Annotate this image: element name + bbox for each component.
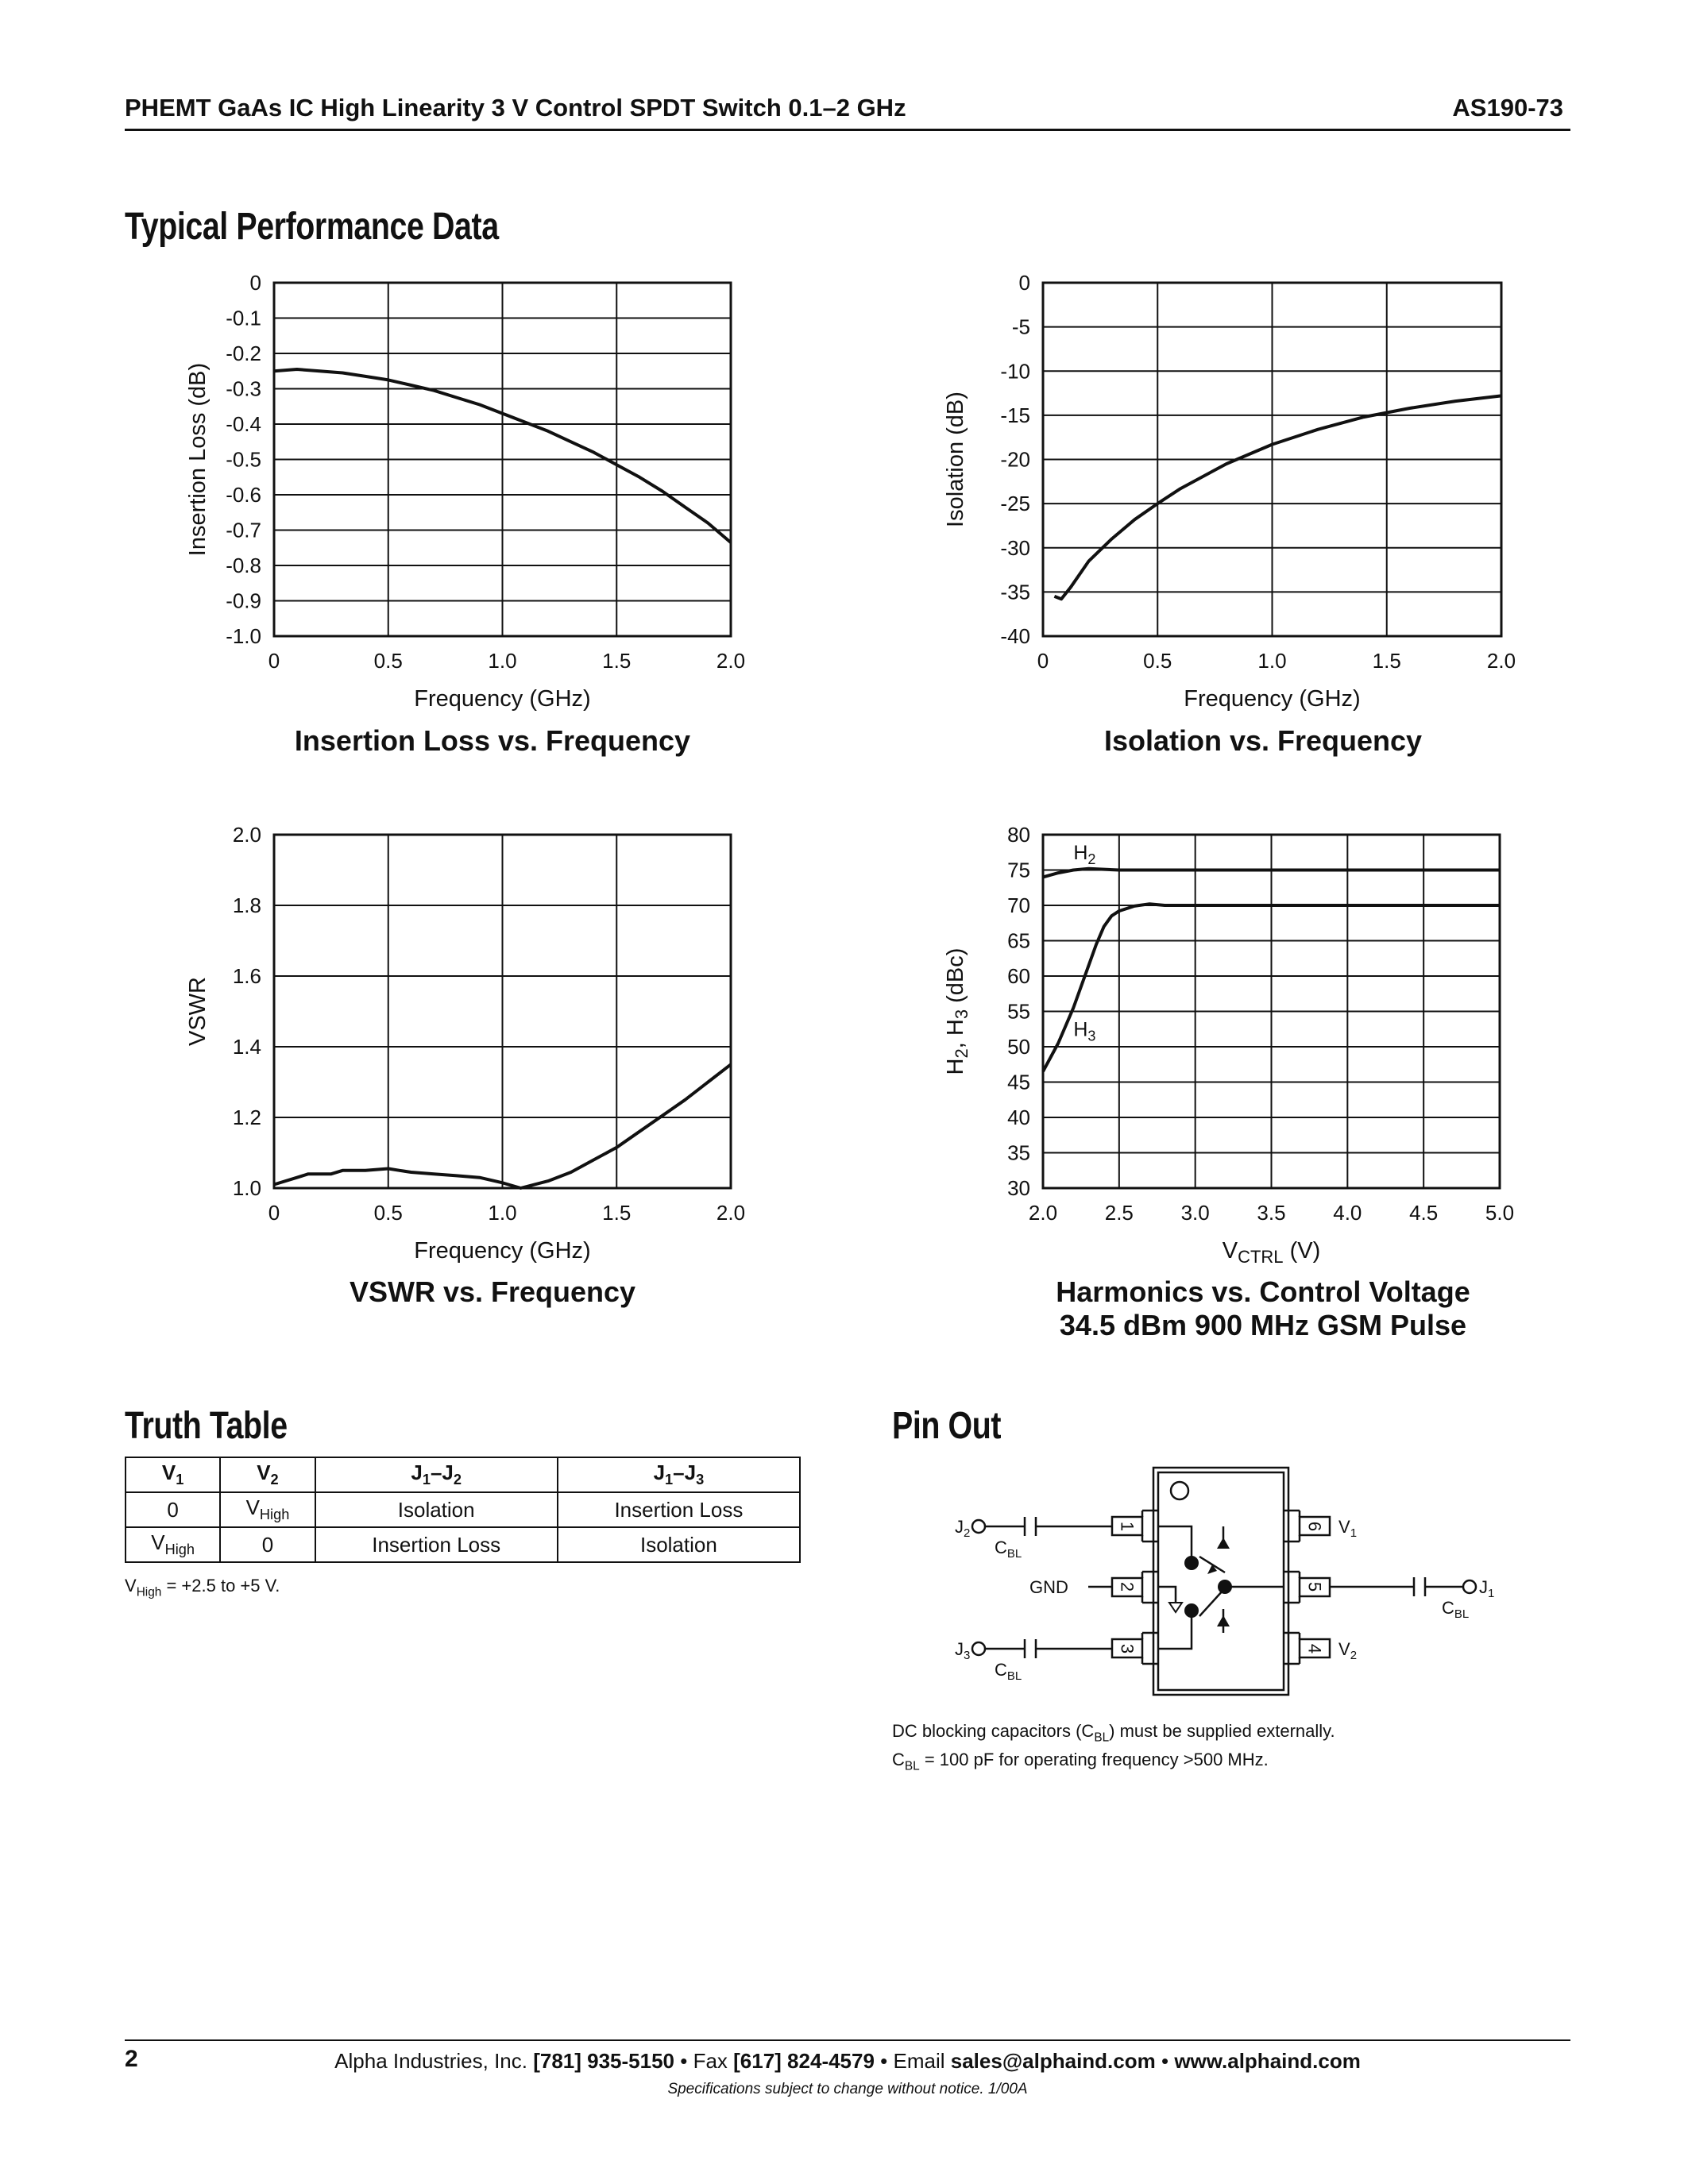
pinout-diagram [937, 1453, 1541, 1700]
truth-header-v2: $V_2$ [220, 1457, 315, 1492]
x-tick-label: 1.5 [1372, 649, 1401, 673]
y-tick-label: -40 [1000, 624, 1030, 648]
cap-j1 [1414, 1577, 1425, 1596]
email-link[interactable]: sales@alphaind.com [950, 2049, 1156, 2073]
table-row [126, 1527, 800, 1562]
ground-triangle-icon [1169, 1603, 1182, 1612]
label-j2: $J_2$ [955, 1517, 971, 1540]
y-axis-label: Isolation (dB) [943, 392, 968, 527]
x-tick-label: 0.5 [373, 1201, 403, 1225]
label-cbl-j1: $C_{BL}$ [1442, 1598, 1470, 1621]
pinout-note [892, 1720, 1335, 1778]
arrow-up-icon [1217, 1615, 1230, 1626]
y-tick-label: -0.2 [226, 341, 261, 365]
y-tick-label: 70 [1007, 893, 1030, 917]
y-tick-label: -0.8 [226, 554, 261, 577]
truth-table [125, 1457, 801, 1563]
label-v2: $V_2$ [1338, 1639, 1358, 1662]
y-tick-label: 55 [1007, 999, 1030, 1024]
arrow-up-icon [1217, 1538, 1230, 1549]
y-tick-label: 30 [1007, 1176, 1030, 1200]
truth-header-j1j2: $J_1-J_2$ [315, 1457, 558, 1492]
label-j1: $J_1$ [1479, 1577, 1495, 1600]
y-tick-label: -35 [1000, 580, 1030, 604]
y-tick-label: 1.4 [232, 1035, 261, 1059]
truth-table-note: $V_{High} = +2.5$ to +5 V. [125, 1576, 280, 1599]
internal-common-lines [1223, 1526, 1284, 1633]
x-tick-label: 2.0 [716, 1201, 746, 1225]
truth-cell: 0 [220, 1527, 315, 1562]
truth-cell: 0 [126, 1492, 220, 1527]
header-title: PHEMT GaAs IC High Linearity 3 V Control SPDT Switch 0.1–2 GHz [125, 94, 906, 122]
x-axis-label: Frequency (GHz) [1184, 686, 1361, 712]
y-tick-label: 1.6 [232, 964, 261, 988]
footer-divider [125, 2039, 1570, 2041]
y-tick-label: -0.6 [226, 483, 261, 507]
x-tick-label: 1.5 [602, 649, 632, 673]
y-tick-label: 60 [1007, 964, 1030, 988]
pinout-note-line-2: $C_{BL} = 100$ pF for operating frequency >500 MHz. [892, 1750, 1269, 1773]
cap-j2 [1025, 1517, 1036, 1536]
x-axis-label: Frequency (GHz) [414, 686, 591, 712]
truth-table-header-row [126, 1457, 800, 1492]
y-tick-label: 1.8 [232, 893, 261, 917]
x-tick-label: 1.0 [488, 649, 517, 673]
pin-number-4: 4 [1304, 1643, 1325, 1654]
y-axis-label: Insertion Loss (dB) [185, 362, 211, 557]
cap-j3 [1025, 1639, 1036, 1658]
footer-contact: Alpha Industries, Inc. [781] 935-5150 • Fax [617] 824-4579 • Email sales@alphaind.com • www.alphaind.com [334, 2049, 1361, 2073]
y-tick-label: -5 [1011, 314, 1030, 339]
pinout-note-line-1: DC blocking capacitors $(C_{BL})$ must be supplied externally. [892, 1721, 1335, 1745]
terminal-j2-icon [972, 1520, 985, 1533]
truth-header-j1j3: $J_1-J_3$ [558, 1457, 800, 1492]
x-tick-label: 1.5 [602, 1201, 632, 1225]
y-tick-label: 75 [1007, 858, 1030, 882]
terminal-j1-icon [1463, 1580, 1476, 1593]
pin1-marker [1171, 1482, 1188, 1499]
y-tick-label: -0.5 [226, 447, 261, 472]
caption-insertion-loss: Insertion Loss vs. Frequency [294, 724, 691, 757]
y-tick-label: 0 [249, 271, 261, 295]
y-tick-label: -0.7 [226, 518, 261, 542]
x-tick-label: 2.0 [1486, 649, 1516, 673]
x-tick-label: 2.5 [1104, 1201, 1134, 1225]
x-tick-label: 0.5 [1143, 649, 1172, 673]
x-axis-label: Frequency (GHz) [414, 1238, 591, 1264]
page-number: 2 [125, 2046, 138, 2072]
x-tick-label: 0 [268, 1201, 280, 1225]
x-axis-label: $V_{CTRL}$ (V) [1222, 1238, 1321, 1267]
pin-number-6: 6 [1304, 1521, 1325, 1532]
y-axis-label: $H_2$, $H_3$ (dBc) [943, 947, 971, 1075]
y-tick-label: 40 [1007, 1106, 1030, 1129]
x-tick-label: 0 [268, 649, 280, 673]
website-link[interactable]: www.alphaind.com [1174, 2049, 1361, 2073]
y-tick-label: 1.2 [232, 1106, 261, 1129]
x-tick-label: 5.0 [1485, 1201, 1515, 1225]
h3-label: $H_3$ [1073, 1018, 1096, 1044]
caption-isolation: Isolation vs. Frequency [1103, 724, 1423, 757]
y-tick-label: 45 [1007, 1070, 1030, 1094]
internal-gnd-line [1158, 1587, 1176, 1603]
y-tick-label: 50 [1007, 1035, 1030, 1059]
truth-cell: Isolation [315, 1492, 558, 1527]
y-tick-label: -1.0 [226, 624, 261, 648]
footer-notice: Specifications subject to change without notice. 1/00A [667, 2081, 1028, 2097]
y-tick-label: -0.4 [226, 412, 261, 436]
x-tick-label: 2.0 [1028, 1201, 1058, 1225]
caption-harmonics-subtitle: 34.5 dBm 900 MHz GSM Pulse [1059, 1309, 1467, 1341]
x-tick-label: 3.0 [1180, 1201, 1210, 1225]
pin-number-5: 5 [1304, 1581, 1325, 1592]
y-tick-label: -10 [1000, 359, 1030, 384]
label-v1: $V_1$ [1338, 1517, 1358, 1540]
y-tick-label: -30 [1000, 535, 1030, 560]
pin-number-3: 3 [1117, 1643, 1138, 1654]
y-tick-label: 1.0 [232, 1176, 261, 1200]
x-tick-label: 2.0 [716, 649, 746, 673]
truth-header-v1: $V_1$ [126, 1457, 220, 1492]
pin-number-2: 2 [1117, 1581, 1138, 1592]
x-tick-label: 1.0 [488, 1201, 517, 1225]
h2-label: $H_2$ [1073, 842, 1096, 868]
truth-cell: $V_{High}$ [126, 1527, 220, 1562]
x-tick-label: 0.5 [373, 649, 403, 673]
series-line-isolation [1054, 396, 1501, 599]
label-gnd: GND [1029, 1577, 1068, 1597]
y-tick-label: 0 [1018, 271, 1030, 295]
caption-vswr: VSWR vs. Frequency [349, 1275, 636, 1308]
truth-cell: Insertion Loss [558, 1492, 800, 1527]
y-axis-label: VSWR [185, 977, 211, 1046]
label-j3: $J_3$ [955, 1639, 971, 1662]
x-tick-label: 4.5 [1409, 1201, 1439, 1225]
truth-cell: Insertion Loss [315, 1527, 558, 1562]
terminal-j3-icon [972, 1642, 985, 1655]
truth-cell: $V_{High}$ [220, 1492, 315, 1527]
x-tick-label: 0 [1037, 649, 1049, 673]
truth-cell: Isolation [558, 1527, 800, 1562]
label-cbl-j2: $C_{BL}$ [995, 1538, 1022, 1561]
section-title-truth-table: Truth Table [125, 1405, 288, 1447]
section-title-performance: Typical Performance Data [125, 206, 499, 248]
table-row [126, 1492, 800, 1527]
caption-harmonics-title: Harmonics vs. Control Voltage [1056, 1275, 1470, 1308]
y-tick-label: -0.3 [226, 376, 261, 401]
y-tick-label: 35 [1007, 1140, 1030, 1165]
pin-number-1: 1 [1117, 1521, 1138, 1532]
label-cbl-j3: $C_{BL}$ [995, 1660, 1022, 1683]
y-tick-label: 80 [1007, 823, 1030, 847]
x-tick-label: 3.5 [1257, 1201, 1286, 1225]
y-tick-label: -0.1 [226, 306, 261, 330]
y-tick-label: -20 [1000, 447, 1030, 472]
section-title-pin-out: Pin Out [892, 1405, 1002, 1447]
y-tick-label: 2.0 [232, 823, 261, 847]
y-tick-label: 65 [1007, 928, 1030, 953]
y-tick-label: -25 [1000, 492, 1030, 516]
x-tick-label: 4.0 [1333, 1201, 1362, 1225]
y-tick-label: -0.9 [226, 588, 261, 613]
y-tick-label: -15 [1000, 403, 1030, 427]
x-tick-label: 1.0 [1257, 649, 1287, 673]
header-part-number: AS190-73 [1452, 94, 1563, 122]
caption-harmonics [953, 1275, 1573, 1342]
